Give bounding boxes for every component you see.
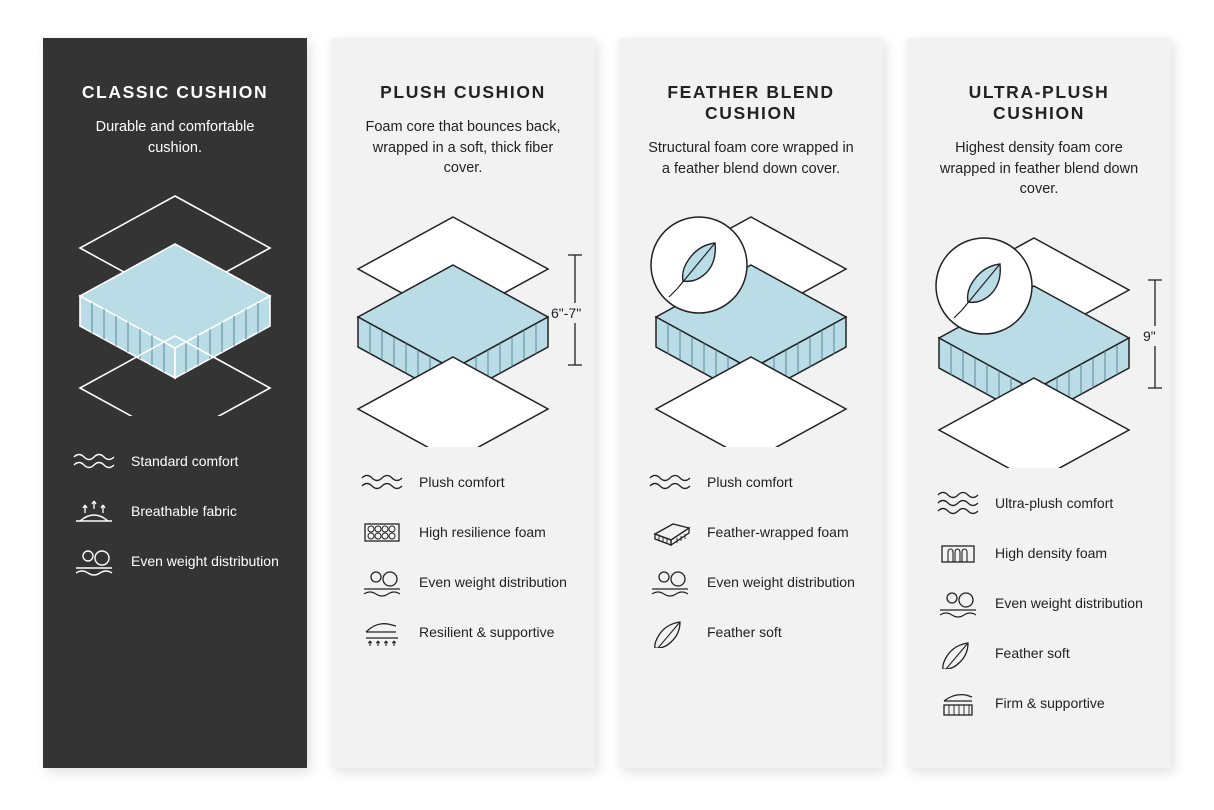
list-item <box>359 515 567 549</box>
cushion-card-feather-blend <box>619 38 883 768</box>
feather-icon <box>647 615 693 649</box>
feature-label: High resilience foam <box>419 523 546 540</box>
feature-label: Feather-wrapped foam <box>707 524 849 541</box>
list-item <box>647 615 855 649</box>
firm-support-icon <box>935 686 981 720</box>
feature-list <box>929 486 1149 720</box>
list-item <box>935 486 1143 520</box>
feather-badge-icon <box>936 238 1032 334</box>
list-item <box>935 586 1143 620</box>
wave-lines-icon <box>935 486 981 520</box>
list-item <box>71 494 279 528</box>
list-item <box>647 465 855 499</box>
list-item <box>359 615 567 649</box>
exploded-cushion-illustration <box>65 186 285 416</box>
wave-lines-icon <box>647 465 693 499</box>
dimension-label: 6"-7" <box>551 304 582 321</box>
cushion-layer-diagram <box>641 207 861 457</box>
exploded-cushion-illustration <box>353 207 593 447</box>
exploded-cushion-illustration <box>641 207 881 447</box>
even-weight-distribution-icon <box>359 565 405 599</box>
list-item <box>71 444 279 478</box>
feature-label: Even weight distribution <box>419 573 567 590</box>
page-title: CLASSIC CUSHION <box>81 82 269 102</box>
wave-lines-icon <box>71 444 117 478</box>
cushion-layer-diagram <box>353 207 582 457</box>
feature-label: Firm & supportive <box>995 694 1105 711</box>
exploded-cushion-illustration <box>929 228 1169 468</box>
honeycomb-foam-icon <box>359 515 405 549</box>
even-weight-distribution-icon <box>647 565 693 599</box>
feature-label: Resilient & supportive <box>419 623 555 640</box>
card-description: Highest density foam core wrapped in feather blend down cover. <box>939 140 1139 198</box>
breathable-fabric-icon <box>71 494 117 528</box>
resilient-support-icon <box>359 615 405 649</box>
feature-label: Even weight distribution <box>707 574 855 591</box>
cushion-card-ultra-plush <box>907 38 1171 768</box>
feature-label: Plush comfort <box>707 474 793 491</box>
cushion-card-classic <box>43 38 307 768</box>
card-description: Structural foam core wrapped in a feather blend down cover. <box>648 140 854 177</box>
page-title: PLUSH CUSHION <box>380 82 546 102</box>
feature-list <box>641 465 861 649</box>
feature-label: Ultra-plush comfort <box>995 494 1114 511</box>
card-description: Durable and comfortable cushion. <box>95 119 255 156</box>
cushion-card-plush <box>331 38 595 768</box>
feature-label: Standard comfort <box>131 453 239 470</box>
list-item <box>647 565 855 599</box>
feature-label: High density foam <box>995 544 1108 561</box>
cushion-layer-diagram <box>65 186 285 436</box>
list-item <box>935 686 1143 720</box>
list-item <box>359 565 567 599</box>
cushion-layer-diagram <box>929 228 1156 478</box>
list-item <box>359 465 567 499</box>
dimension-label: 9" <box>1143 327 1156 344</box>
feature-label: Breathable fabric <box>131 503 237 520</box>
page-title: ULTRA-PLUSH CUSHION <box>968 82 1110 123</box>
feature-label: Even weight distribution <box>131 553 279 570</box>
even-weight-distribution-icon <box>71 544 117 578</box>
wave-lines-icon <box>359 465 405 499</box>
feature-label: Feather soft <box>995 644 1070 661</box>
card-description: Foam core that bounces back, wrapped in a soft, thick fiber cover. <box>365 119 561 177</box>
list-item <box>935 636 1143 670</box>
page-title: FEATHER BLEND CUSHION <box>667 82 835 123</box>
wrapped-foam-block-icon <box>647 515 693 549</box>
list-item <box>71 544 279 578</box>
feature-list <box>65 444 285 578</box>
list-item <box>647 515 855 549</box>
high-density-foam-icon <box>935 536 981 570</box>
list-item <box>935 536 1143 570</box>
feather-badge-icon <box>651 217 747 313</box>
even-weight-distribution-icon <box>935 586 981 620</box>
feature-label: Even weight distribution <box>995 594 1143 611</box>
feature-label: Plush comfort <box>419 473 505 490</box>
feature-label: Feather soft <box>707 624 782 641</box>
feature-list <box>353 465 573 649</box>
feather-icon <box>935 636 981 670</box>
